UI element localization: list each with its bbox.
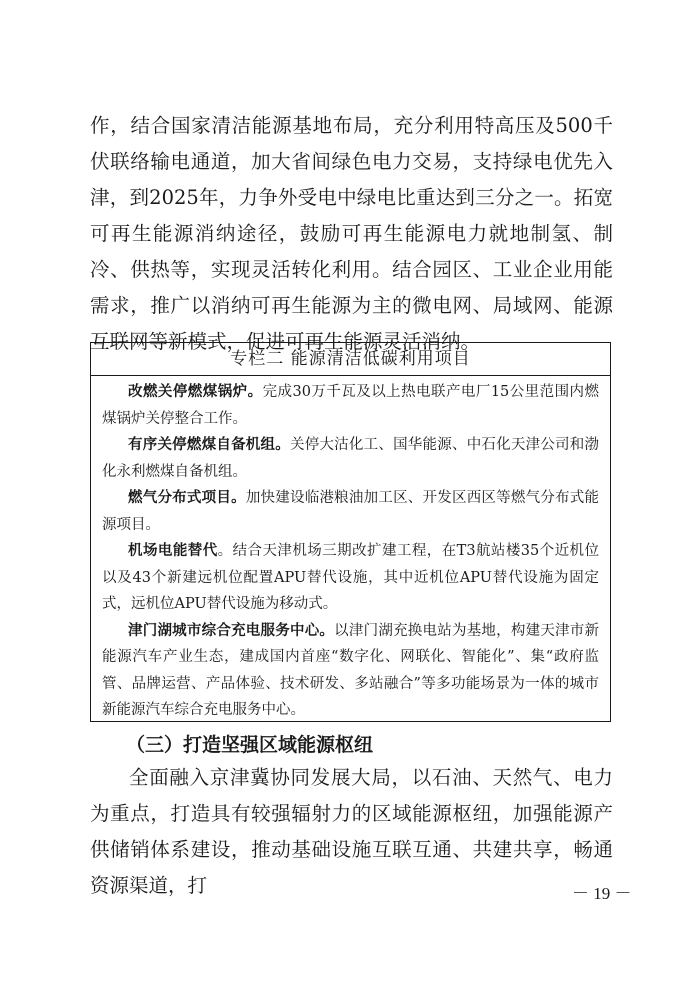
project-name: 改燃关停燃煤锅炉。 — [128, 384, 263, 400]
project-text: 。结合天津机场三期改扩建工程，在T3航站楼35个近机位以及43个新建远机位配置APU替代设施，其中近机位APU替代设施为固定式，远机位APU替代设施为移动式。 — [102, 543, 599, 612]
project-item — [102, 379, 599, 432]
project-name: 有序关停燃煤自备机组。 — [128, 437, 290, 453]
box-title: 专栏二 能源清洁低碳利用项目 — [91, 343, 610, 376]
section-paragraph: 全面融入京津冀协同发展大局，以石油、天然气、电力为重点，打造具有较强辐射力的区域能源枢纽，加强能源产供储销体系建设，推动基础设施互联互通、共建共享，畅通资源渠道，打 — [90, 766, 613, 897]
project-text: 以津门湖充换电站为基地，构建天津市新能源汽车产业生态，建成国内首座“数字化、网联化、智能化”、集“政府监管、品牌运营、产品体验、技术研发、多站融合”等多功能场景为一体的城市新能源汽车综合充电服务中心。 — [102, 622, 600, 718]
project-name: 燃气分布式项目。 — [128, 490, 246, 506]
project-column-box — [90, 342, 611, 722]
box-body — [91, 376, 610, 724]
project-text: 关停大沽化工、国华能源、中石化天津公司和渤化永利燃煤自备机组。 — [102, 437, 599, 480]
project-item — [102, 618, 599, 724]
intro-paragraph: 作，结合国家清洁能源基地布局，充分利用特高压及500千伏联络输电通道，加大省间绿色电力交易，支持绿电优先入津，到2025年，力争外受电中绿电比重达到三分之一。拓宽可再生能源消纳途径，鼓励可再生能源电力就地制氢、制冷、供热等，实现灵活转化利用。结合园区、工业企业用能需求，推广以消纳可再生能源为主的微电网、局域网、能源互联网等新模式，促进可再生能源灵活消纳。 — [90, 114, 613, 353]
section-heading: （三）打造坚强区域能源枢纽 — [126, 734, 374, 756]
project-text: 加快建设临港粮油加工区、开发区西区等燃气分布式能源项目。 — [102, 490, 600, 533]
project-item — [102, 538, 599, 618]
project-name: 机场电能替代 — [128, 543, 218, 559]
project-item — [102, 432, 599, 485]
project-item — [102, 485, 599, 538]
project-text: 完成30万千瓦及以上热电联产电厂15公里范围内燃煤锅炉关停整合工作。 — [102, 384, 599, 427]
page-number: － 19 － — [572, 884, 632, 903]
project-name: 津门湖城市综合充电服务中心。 — [128, 622, 335, 639]
